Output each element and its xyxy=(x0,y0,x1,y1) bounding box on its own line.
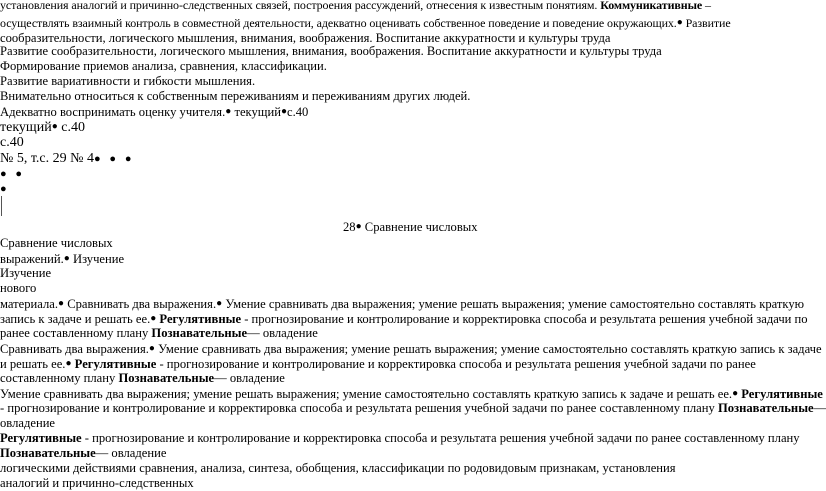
text-line: - прогнозирование и контролирование и корректировка способа и результата решения учебной задачи по ранее составленному плану Познавательные— xyxy=(0,401,826,415)
text-line: Адекватно воспринимать оценку учителя.● текущий●с.40 xyxy=(0,105,309,119)
text-line: составленному плану Познавательные— овладение xyxy=(0,371,285,385)
text-line: с.40 xyxy=(0,135,24,150)
text-line: и решать ее.● Регулятивные - прогнозирование и контролирование и корректировка способа и результата решения учебной задачи по ранее xyxy=(0,357,756,371)
text-line: сообразительности, логического мышления, внимания, воображения. Воспитание аккуратности и культуры труда xyxy=(0,31,611,45)
text-line: запись к задаче и решать ее.● Регулятивные - прогнозирование и контролирование и корректировка способа и результата решения учебной задачи по xyxy=(0,312,808,326)
text-line: аналогий и причинно-следственных xyxy=(0,476,194,490)
bullet-icon: ● xyxy=(216,298,223,309)
text-line: выражений.● Изучение xyxy=(0,252,125,266)
bullet-icon: ● xyxy=(355,221,362,232)
text-line: логическими действиями сравнения, анализа, синтеза, обобщения, классификации по родовидовым признакам, установления xyxy=(0,461,676,475)
text-line: нового xyxy=(0,281,37,295)
bullet-icon: ● xyxy=(0,183,10,195)
bullet-icon: ● xyxy=(15,168,26,180)
bullet-icons: ● ● ● xyxy=(94,153,135,165)
bullet-icon: ● xyxy=(58,298,65,309)
text-line: Формирование приемов анализа, сравнения, классификации. xyxy=(0,59,327,73)
divider xyxy=(1,196,2,216)
text-line: установления аналогий и причинно-следственных связей, построения рассуждений, отнесения к известным понятиям. Коммуникативные – xyxy=(0,0,711,12)
text-line: Изучение xyxy=(0,266,52,280)
bullet-icon: ● xyxy=(280,106,287,117)
bullet-icon: ● xyxy=(63,253,70,264)
text-line: ранее составленному плану Познавательные— овладение xyxy=(0,326,318,340)
text-line: Сравнивать два выражения.● Умение сравнивать два выражения; умение решать выражения; умение самостоятельно составлять краткую запись к задаче xyxy=(0,342,822,356)
text-line: материала.● Сравнивать два выражения.● Умение сравнивать два выражения; умение решать выражения; умение самостоятельно составлять краткую xyxy=(0,297,805,311)
text-line: № 5, т.с. 29 № 4● ● ● xyxy=(0,151,135,166)
bullet-icon: ● xyxy=(150,313,157,324)
bullet-icon: ● xyxy=(732,388,739,399)
text-line: текущий● с.40 xyxy=(0,120,85,135)
text-line: Умение сравнивать два выражения; умение решать выражения; умение самостоятельно составлять краткую запись к задаче и решать ее.● Регулятивные xyxy=(0,387,823,401)
text-line: Сравнение числовых xyxy=(0,236,113,250)
text-line: Развитие сообразительности, логического мышления, внимания, воображения. Воспитание аккуратности и культуры труда xyxy=(0,44,662,58)
text-line: Познавательные— овладение xyxy=(0,446,167,460)
bullet-icon: ● xyxy=(0,168,10,180)
bullet-row xyxy=(0,166,25,182)
lesson-heading: 28● Сравнение числовых xyxy=(343,220,478,234)
bullet-icon: ● xyxy=(148,343,155,354)
text-line: Развитие вариативности и гибкости мышления. xyxy=(0,74,256,88)
bullet-icon: ● xyxy=(51,121,58,132)
text-line: Регулятивные - прогнозирование и контролирование и корректировка способа и результата решения учебной задачи по ранее составленному плану xyxy=(0,431,800,445)
bullet-row xyxy=(0,181,10,197)
text-line: овладение xyxy=(0,416,56,430)
bullet-icon: ● xyxy=(65,358,72,369)
text-line: осуществлять взаимный контроль в совместной деятельности, адекватно оценивать собственное поведение и поведение окружающих.● Развитие xyxy=(0,16,731,30)
text-line: Внимательно относиться к собственным переживаниям и переживаниям других людей. xyxy=(0,89,471,103)
bullet-icon: ● xyxy=(676,17,683,28)
bullet-icon: ● xyxy=(225,106,232,117)
